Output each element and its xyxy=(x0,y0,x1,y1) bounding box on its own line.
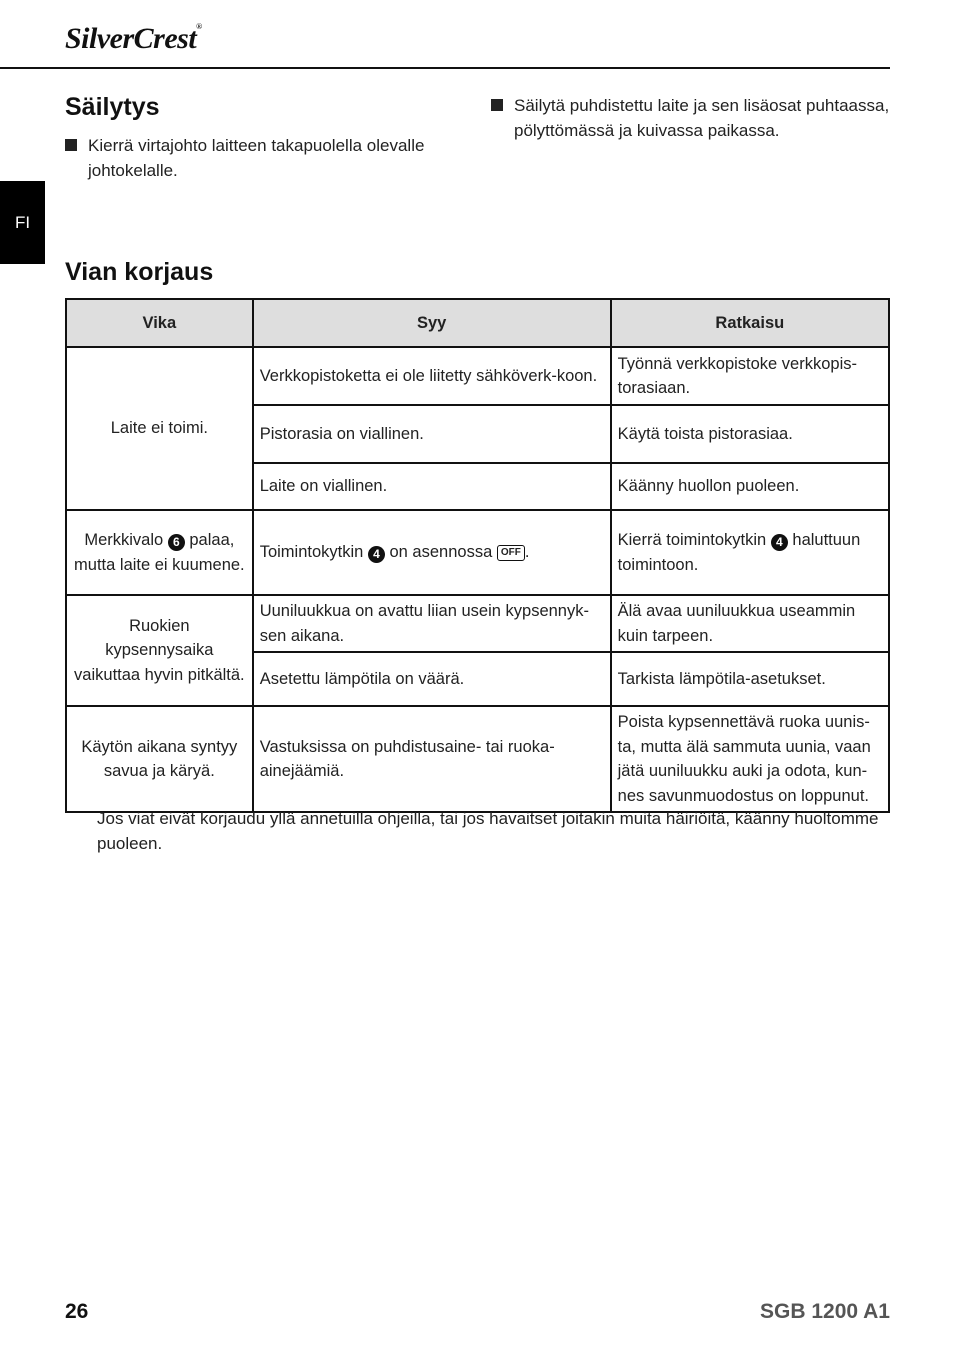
syy-cell: Verkkopistoketta ei ole liitetty sähköverk-koon. xyxy=(253,347,611,405)
ratkaisu-cell: Käytä toista pistorasiaa. xyxy=(611,405,889,463)
vika-cell: Ruokien kypsennysaika vaikuttaa hyvin pitkältä. xyxy=(66,595,253,706)
ratkaisu-text: Kierrä toimintokytkin xyxy=(617,531,767,549)
language-tab: FI xyxy=(0,181,45,264)
registered-mark: ® xyxy=(196,22,202,31)
brand-name: SilverCrest xyxy=(65,22,197,55)
storage-bullet-2-text: Säilytä puhdistettu laite ja sen lisäosat puhtaassa, pölyttömässä ja kuivassa paikassa. xyxy=(514,96,890,140)
troubleshooting-table xyxy=(65,298,890,813)
syy-cell xyxy=(253,510,611,595)
syy-cell: Pistorasia on viallinen. xyxy=(253,405,611,463)
troubleshooting-title: Vian korjaus xyxy=(65,258,214,286)
header-ratkaisu: Ratkaisu xyxy=(611,299,889,347)
ratkaisu-cell: Työnnä verkkopistoke verkkopis-torasiaan. xyxy=(611,347,889,405)
ratkaisu-cell xyxy=(611,510,889,595)
troubleshooting-note: Jos viat eivät korjaudu yllä annetuilla ohjeilla, tai jos havaitset joitakin muita häiriöitä, käänny huoltomme puoleen. xyxy=(97,809,879,853)
vika-text: palaa, mutta laite ei kuumene. xyxy=(74,531,245,574)
vika-cell xyxy=(66,510,253,595)
header-syy: Syy xyxy=(253,299,611,347)
syy-cell: Uuniluukkua on avattu liian usein kypsennyk-sen aikana. xyxy=(253,595,611,652)
storage-bullet-1-text: Kierrä virtajohto laitteen takapuolella olevalle johtokelalle. xyxy=(88,136,425,180)
off-switch-icon: OFF xyxy=(497,545,525,561)
page-number: 26 xyxy=(65,1300,89,1323)
brand-logo xyxy=(65,22,202,56)
ratkaisu-cell: Tarkista lämpötila-asetukset. xyxy=(611,652,889,706)
vika-cell: Laite ei toimi. xyxy=(66,347,253,510)
vika-text: Merkkivalo xyxy=(84,531,164,549)
table-row xyxy=(66,595,889,652)
syy-cell: Asetettu lämpötila on väärä. xyxy=(253,652,611,706)
syy-cell: Vastuksissa on puhdistusaine- tai ruoka-ainejäämiä. xyxy=(253,706,611,812)
bullet-square-icon xyxy=(65,139,77,151)
table-row xyxy=(66,510,889,595)
syy-cell: Laite on viallinen. xyxy=(253,463,611,510)
vika-cell: Käytön aikana syntyy savua ja käryä. xyxy=(66,706,253,812)
ratkaisu-text: haluttuun toimintoon. xyxy=(617,531,861,574)
bullet-square-icon xyxy=(491,99,503,111)
syy-text: Toimintokytkin xyxy=(259,543,364,562)
table-row xyxy=(66,347,889,405)
header-rule xyxy=(0,67,890,69)
number-4-badge-icon: 4 xyxy=(368,546,385,563)
syy-period: . xyxy=(524,543,530,562)
ratkaisu-cell: Poista kypsennettävä ruoka uunis-ta, mutta älä sammuta uunia, vaan jätä uuniluukku auki ja odota, kun-nes savunmuodostus on loppunut. xyxy=(611,706,889,812)
model-number: SGB 1200 A1 xyxy=(760,1300,890,1323)
ratkaisu-cell: Älä avaa uuniluukkua useammin kuin tarpeen. xyxy=(611,595,889,652)
ratkaisu-cell: Käänny huollon puoleen. xyxy=(611,463,889,510)
number-4-badge-icon: 4 xyxy=(771,534,788,551)
syy-text: on asennossa xyxy=(389,543,493,562)
header-vika: Vika xyxy=(66,299,253,347)
storage-bullet-1 xyxy=(65,133,478,183)
number-6-badge-icon: 6 xyxy=(168,534,185,551)
table-row xyxy=(66,706,889,812)
storage-title: Säilytys xyxy=(65,93,160,121)
table-header-row xyxy=(66,299,889,347)
storage-bullet-2 xyxy=(491,93,914,143)
